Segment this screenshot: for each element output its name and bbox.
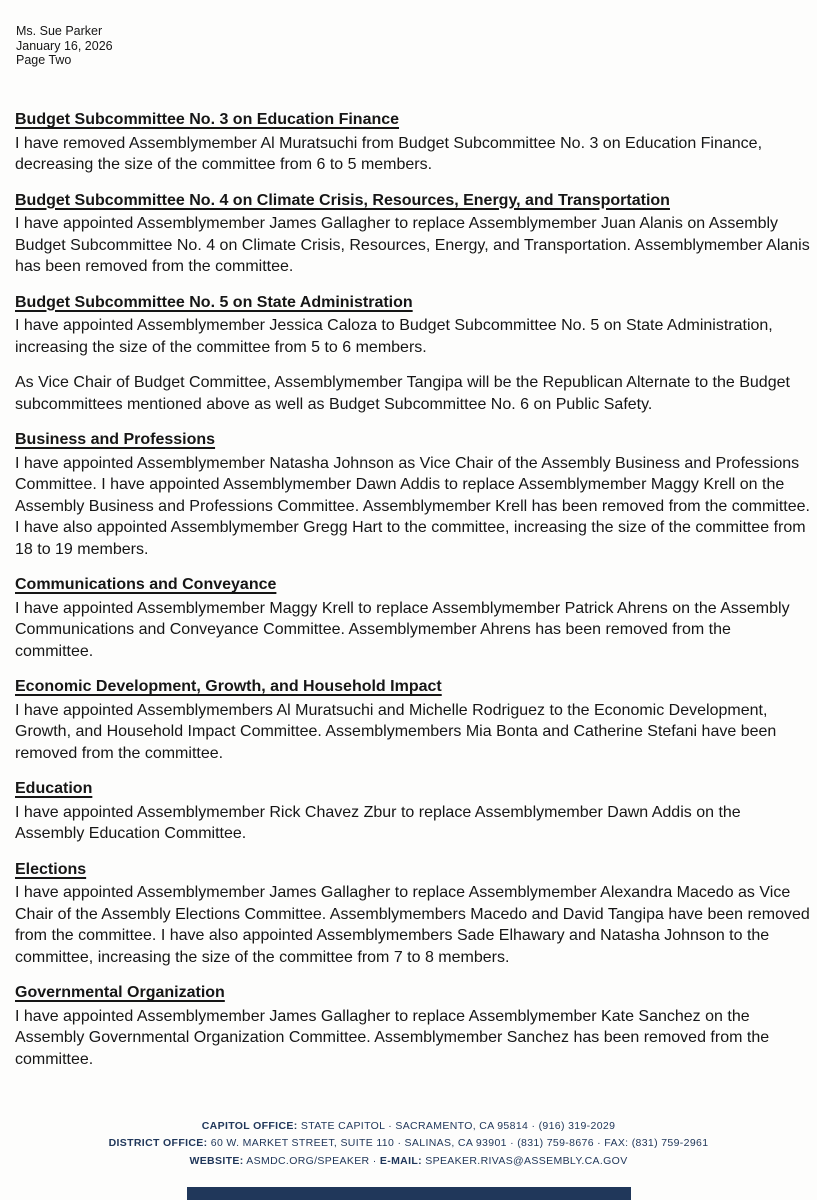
- section-communications-and-conveyance: [15, 574, 813, 662]
- footer-line-capitol-office: [0, 1118, 817, 1136]
- footer-line-district-office: [0, 1135, 817, 1153]
- letter-body: [15, 109, 813, 1084]
- section-heading: Education: [15, 780, 93, 797]
- section-heading: Business and Professions: [15, 431, 216, 448]
- email-label: E-MAIL:: [379, 1154, 422, 1167]
- section-paragraph: I have removed Assemblymember Al Muratsuchi from Budget Subcommittee No. 3 on Education Finance, decreasing the size of the committee from 6 to 5 members.: [15, 134, 763, 173]
- email-text: SPEAKER.RIVAS@ASSEMBLY.CA.GOV: [421, 1154, 628, 1167]
- section-paragraph: I have appointed Assemblymembers Al Muratsuchi and Michelle Rodriguez to the Economic Development, Growth, and Household Impact Committee. Assemblymembers Mia Bonta and Catherine Stefani have been removed from the committee.: [15, 701, 777, 762]
- section-heading: Budget Subcommittee No. 4 on Climate Crisis, Resources, Energy, and Transportation: [15, 191, 670, 209]
- section-heading: Governmental Organization: [15, 984, 225, 1001]
- website-text: ASMDC.ORG/SPEAKER ·: [243, 1154, 380, 1167]
- district-office-text: 60 W. MARKET STREET, SUITE 110 · SALINAS, CA 93901 · (831) 759-8676 · FAX: (831) 759-2961: [207, 1137, 709, 1149]
- page-number: Page Two: [16, 53, 72, 67]
- letter-header: [16, 24, 113, 68]
- section-heading: Communications and Conveyance: [15, 576, 277, 593]
- footer-line-website-email: [0, 1153, 817, 1171]
- section-paragraph: I have appointed Assemblymember James Gallagher to replace Assemblymember Kate Sanchez on the Assembly Governmental Organization Committee. Assemblymember Sanchez has been removed from the committee.: [15, 1007, 770, 1068]
- district-office-label: DISTRICT OFFICE:: [108, 1137, 208, 1149]
- section-paragraph: I have appointed Assemblymember Maggy Krell to replace Assemblymember Patrick Ahrens on the Assembly Communications and Conveyance Committee. Assemblymember Ahrens has been removed from the committee.: [15, 599, 790, 660]
- section-heading: Economic Development, Growth, and Household Impact: [15, 678, 442, 695]
- section-paragraph: I have appointed Assemblymember James Gallagher to replace Assemblymember Alexandra Macedo as Vice Chair of the Assembly Elections Committee. Assemblymembers Macedo and David Tangipa have been removed from the committee. I have also appointed Assemblymembers Sade Elhawary and Natasha Johnson to the committee, increasing the size of the committee from 7 to 8 members.: [15, 884, 810, 966]
- section-paragraph: I have appointed Assemblymember Natasha Johnson as Vice Chair of the Assembly Business and Professions Committee. I have appointed Assemblymember Dawn Addis to replace Assemblymember Maggy Krell on the Assembly Business and Professions Committee. Assemblymember Krell has been removed from the committee. I have also appointed Assemblymember Gregg Hart to the committee, increasing the size of the committee from 18 to 19 members.: [15, 454, 810, 558]
- section-heading: Elections: [15, 860, 87, 878]
- section-budget-subcommittee-4: [15, 190, 813, 278]
- section-economic-development: [15, 676, 813, 764]
- vice-chair-note-paragraph: As Vice Chair of Budget Committee, Assemblymember Tangipa will be the Republican Alternate to the Budget subcommittees mentioned above as well as Budget Subcommittee No. 6 on Public Safety.: [15, 374, 790, 413]
- recipient-name: Ms. Sue Parker: [16, 24, 103, 38]
- letterhead-footer: [0, 1118, 817, 1171]
- section-paragraph: I have appointed Assemblymember Jessica Caloza to Budget Subcommittee No. 5 on State Administration, increasing the size of the committee from 5 to 6 members.: [15, 317, 773, 356]
- website-label: WEBSITE:: [189, 1154, 244, 1167]
- capitol-office-label: CAPITOL OFFICE:: [201, 1119, 298, 1132]
- section-elections: [15, 859, 813, 969]
- footer-accent-bar: [187, 1187, 631, 1200]
- section-governmental-organization: [15, 982, 813, 1070]
- section-heading: Budget Subcommittee No. 3 on Education Finance: [15, 111, 400, 128]
- letter-date: January 16, 2026: [16, 38, 113, 53]
- section-budget-subcommittee-5: [15, 292, 813, 359]
- section-heading: Budget Subcommittee No. 5 on State Administration: [15, 293, 413, 311]
- section-paragraph: I have appointed Assemblymember Rick Chavez Zbur to replace Assemblymember Dawn Addis on the Assembly Education Committee.: [15, 803, 741, 842]
- section-education: [15, 778, 813, 845]
- section-business-and-professions: [15, 429, 813, 560]
- capitol-office-text: STATE CAPITOL · SACRAMENTO, CA 95814 · (916) 319-2029: [297, 1119, 616, 1132]
- section-budget-subcommittee-3: [15, 109, 813, 176]
- section-paragraph: I have appointed Assemblymember James Gallagher to replace Assemblymember Juan Alanis on Assembly Budget Subcommittee No. 4 on Climate Crisis, Resources, Energy, and Transportation. Assemblymember Alanis has been removed from the committee.: [15, 215, 810, 275]
